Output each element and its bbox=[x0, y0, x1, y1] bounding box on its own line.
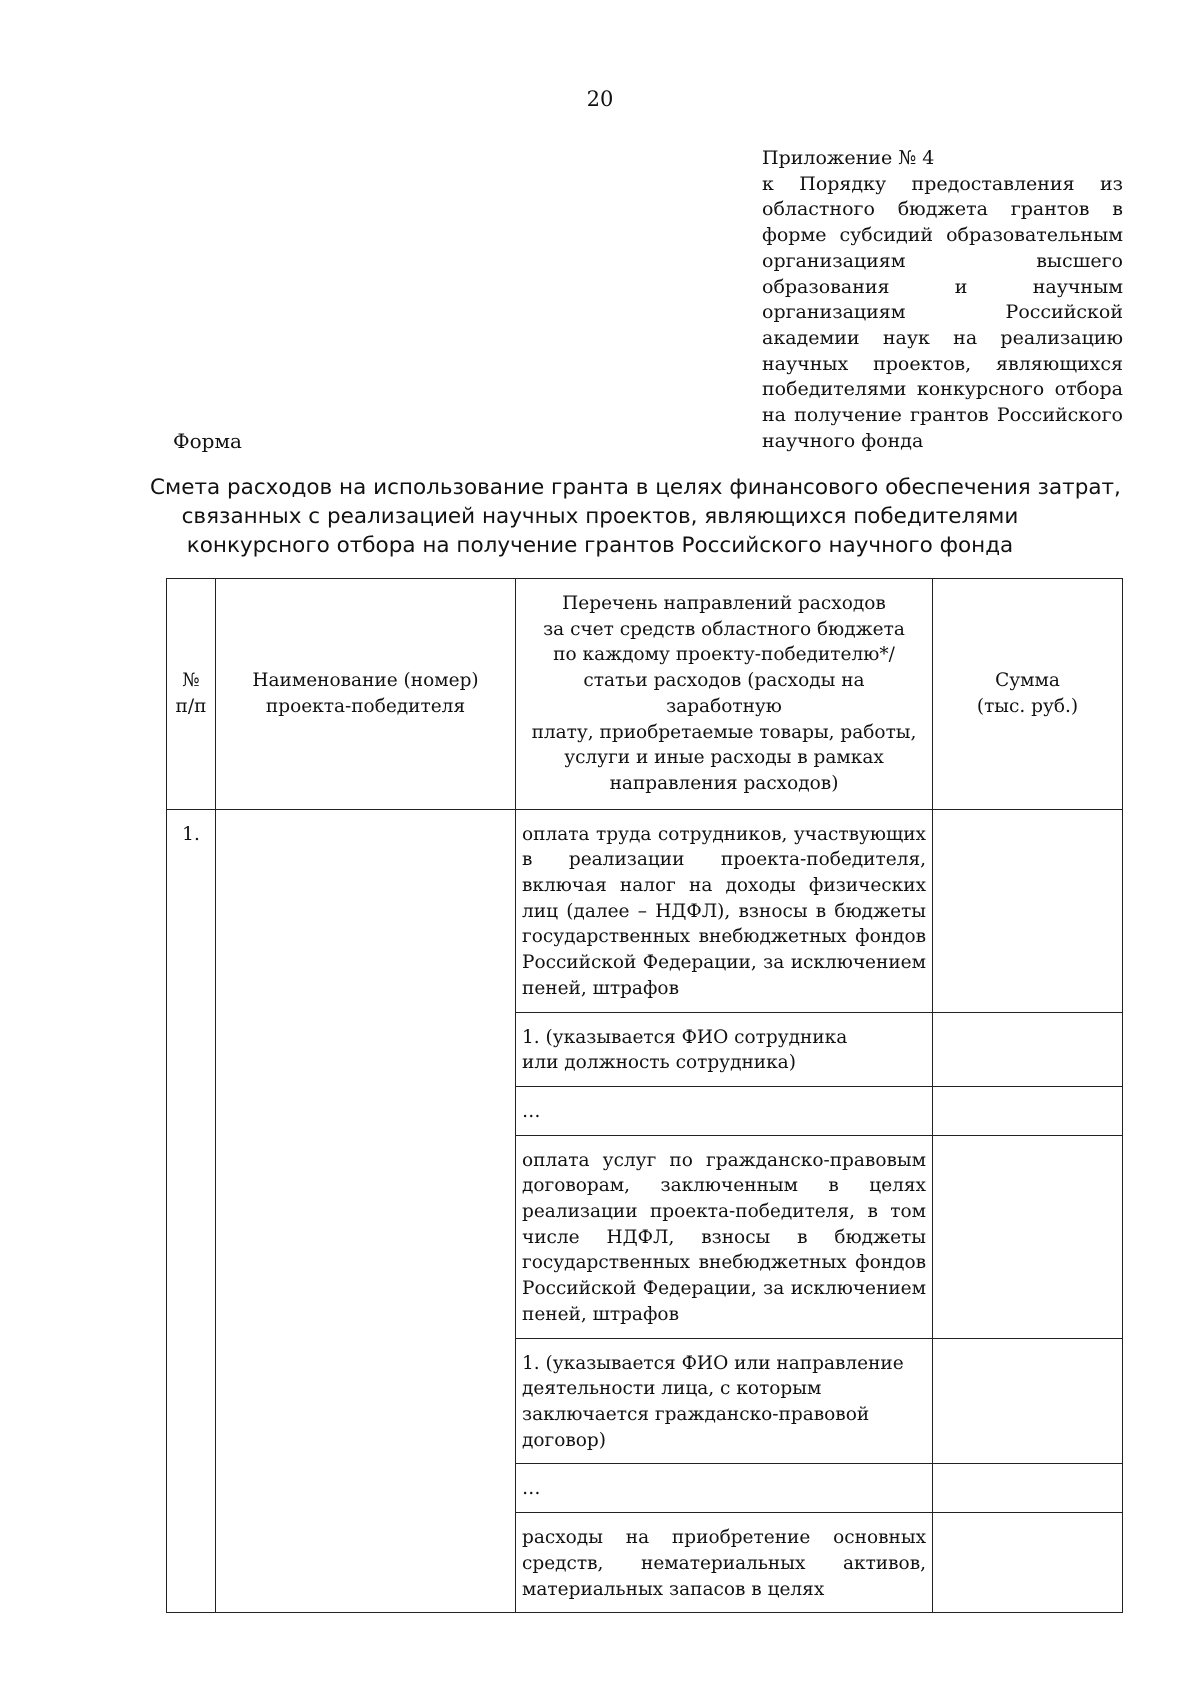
header-expense-list-line: Перечень направлений расходов bbox=[562, 593, 886, 614]
appendix-block bbox=[762, 146, 1123, 454]
header-expense-list-line: за счет средств областного бюджета bbox=[543, 618, 905, 640]
estimate-table bbox=[166, 578, 1123, 1613]
header-expense-list-line: направления расходов) bbox=[609, 772, 839, 794]
header-sum-line: (тыс. руб.) bbox=[976, 695, 1079, 717]
project-name-cell bbox=[216, 809, 516, 1613]
header-sum-line: Сумма bbox=[995, 670, 1060, 692]
sum-cell bbox=[933, 1338, 1123, 1464]
row-number: 1. bbox=[167, 809, 216, 1613]
header-project-name-line: Наименование (номер) bbox=[252, 670, 479, 692]
sum-cell bbox=[933, 809, 1123, 1012]
header-expense-list bbox=[516, 579, 933, 810]
sum-cell bbox=[933, 1513, 1123, 1613]
expense-item: 1. (указывается ФИО или направление деятельности лица, с которым заключается гражданско-правовой договор) bbox=[516, 1338, 933, 1464]
expense-item: расходы на приобретение основных средств, нематериальных активов, материальных запасов в целях bbox=[516, 1513, 933, 1613]
form-label: Форма bbox=[173, 429, 242, 453]
appendix-text: к Порядку предоставления из областного бюджета грантов в форме субсидий образовательным организациям высшего образования и научным организациям Российской академии наук на реализацию научных проектов, являющихся победителями конкурсного отбора на получение грантов Российского научного фонда bbox=[762, 172, 1123, 452]
sum-cell bbox=[933, 1086, 1123, 1135]
page-number: 20 bbox=[586, 87, 614, 111]
header-expense-list-line: услуги и иные расходы в рамках bbox=[564, 747, 884, 769]
document-title-line: конкурсного отбора на получение грантов Российского научного фонда bbox=[186, 533, 1014, 558]
expense-item: … bbox=[516, 1464, 933, 1513]
header-expense-list-line: плату, приобретаемые товары, работы, bbox=[531, 721, 917, 743]
table-row bbox=[167, 809, 1123, 1012]
sum-cell bbox=[933, 1012, 1123, 1086]
appendix-title: Приложение № 4 bbox=[762, 147, 935, 169]
header-project-name-line: проекта-победителя bbox=[265, 695, 466, 717]
sum-cell bbox=[933, 1135, 1123, 1338]
expense-item: оплата услуг по гражданско-правовым договорам, заключенным в целях реализации проекта-победителя, в том числе НДФЛ, взносы в бюджеты государственных внебюджетных фондов Российской Федерации, за исключением пеней, штрафов bbox=[516, 1135, 933, 1338]
header-sum bbox=[933, 579, 1123, 810]
sum-cell bbox=[933, 1464, 1123, 1513]
header-number bbox=[167, 579, 216, 810]
document-title-line: Смета расходов на использование гранта в целях финансового обеспечения затрат, bbox=[150, 475, 1121, 500]
expense-item: … bbox=[516, 1086, 933, 1135]
table-header-row bbox=[167, 579, 1123, 810]
expense-item: оплата труда сотрудников, участвующих в реализации проекта-победителя, включая налог на доходы физических лиц (далее – НДФЛ), взносы в бюджеты государственных внебюджетных фондов Российской Федерации, за исключением пеней, штрафов bbox=[516, 809, 933, 1012]
expense-item: 1. (указывается ФИО сотрудника или должность сотрудника) bbox=[516, 1012, 933, 1086]
header-number-line: п/п bbox=[175, 695, 207, 717]
header-project-name bbox=[216, 579, 516, 810]
header-number-line: № bbox=[182, 670, 200, 692]
header-expense-list-line: по каждому проекту-победителю*/ bbox=[553, 644, 895, 666]
header-expense-list-line: статьи расходов (расходы на заработную bbox=[583, 670, 865, 717]
document-title-line: связанных с реализацией научных проектов, являющихся победителями bbox=[181, 504, 1019, 529]
document-title bbox=[150, 473, 1121, 560]
